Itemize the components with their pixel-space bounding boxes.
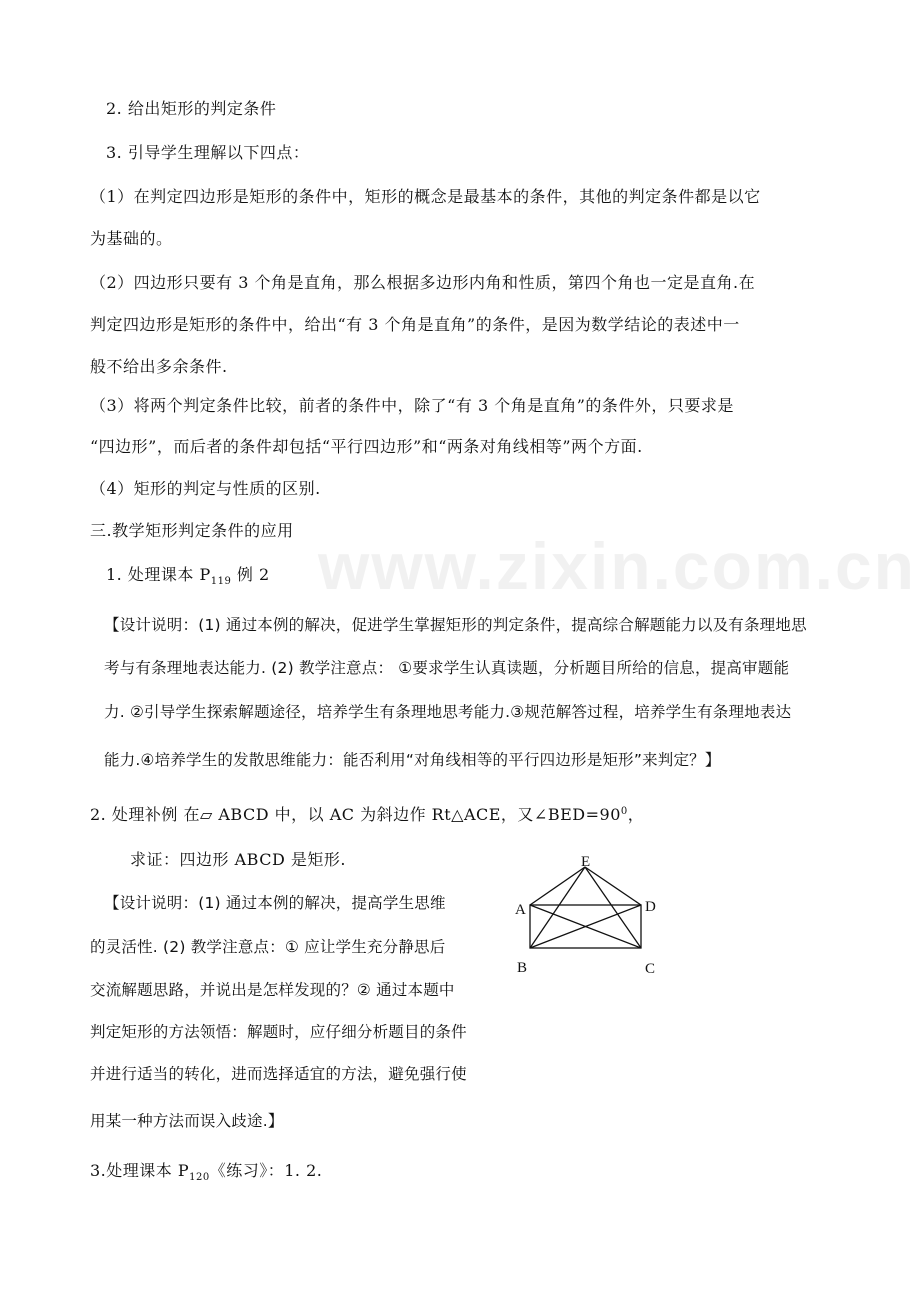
watermark: www.zixin.com.cn — [318, 529, 916, 603]
design-note-2-line-6: 用某一种方法而误入歧途.】 — [90, 1112, 284, 1130]
segment-ec — [585, 867, 641, 948]
supplementary-example-condition: ABCD 中，以 AC 为斜边作 Rt△ACE，又∠BED=90 — [212, 805, 621, 824]
design-note-1-line-2: 考与有条理地表达能力. (2) 教学注意点： ①要求学生认真读题，分析题目所给的信息，提高审题能 — [104, 659, 790, 677]
degree-superscript: 0 — [620, 806, 628, 817]
point-4: （4）矩形的判定与性质的区别. — [90, 479, 321, 498]
item-3-textbook-exercise — [90, 1161, 322, 1188]
proof-statement: 求证：四边形 ABCD 是矩形. — [130, 850, 346, 869]
page-number-subscript: 119 — [210, 576, 232, 587]
parallelogram-symbol: ▱ — [199, 805, 213, 824]
point-2-line-1: （2）四边形只要有 3 个角是直角，那么根据多边形内角和性质，第四个角也一定是直角.在 — [90, 273, 756, 292]
item-2-give-conditions: 2. 给出矩形的判定条件 — [106, 99, 277, 118]
point-label-e: E — [581, 854, 591, 870]
segment-ea — [530, 867, 585, 905]
item-3-exercise-label: 《练习》：1. 2. — [209, 1161, 323, 1180]
point-2-line-3: 般不给出多余条件. — [90, 357, 228, 376]
point-label-b: B — [517, 960, 528, 976]
design-note-2-line-4: 判定矩形的方法领悟：解题时，应仔细分析题目的条件 — [90, 1023, 467, 1041]
point-3-line-1: （3）将两个判定条件比较，前者的条件中，除了“有 3 个角是直角”的条件外，只要求是 — [90, 396, 734, 415]
point-1-line-2: 为基础的。 — [90, 229, 173, 248]
geometry-figure — [505, 850, 675, 980]
point-2-line-2: 判定四边形是矩形的条件中，给出“有 3 个角是直角”的条件，是因为数学结论的表述中一 — [90, 315, 740, 334]
item-1-textbook-example — [106, 565, 270, 592]
design-note-1-line-1: 【设计说明：(1) 通过本例的解决，促进学生掌握矩形的判定条件，提高综合解题能力以及有条理地思 — [104, 616, 807, 634]
section-3-heading: 三.教学矩形判定条件的应用 — [90, 521, 294, 540]
design-note-1-line-3: 力. ②引导学生探索解题途径，培养学生有条理地思考能力.③规范解答过程，培养学生有条理地表达 — [104, 703, 792, 721]
segment-ed — [585, 867, 641, 905]
point-label-d: D — [645, 899, 656, 915]
design-note-2-line-5: 并进行适当的转化，进而选择适宜的方法，避免强行使 — [90, 1065, 467, 1083]
item-1-example-label: 例 2 — [231, 565, 270, 584]
design-note-2-line-1: 【设计说明：(1) 通过本例的解决，提高学生思维 — [104, 894, 446, 912]
design-note-1-line-4: 能力.④培养学生的发散思维能力：能否利用“对角线相等的平行四边形是矩形”来判定？】 — [104, 751, 721, 769]
item-3-guide-four-points: 3. 引导学生理解以下四点： — [106, 143, 310, 162]
point-label-a: A — [515, 902, 526, 918]
supplementary-example-comma: ， — [627, 805, 645, 824]
point-label-c: C — [645, 961, 656, 977]
supplementary-example — [90, 802, 644, 825]
exercise-page-number: 120 — [189, 1172, 210, 1183]
point-1-line-1: （1）在判定四边形是矩形的条件中，矩形的概念是最基本的条件，其他的判定条件都是以它 — [90, 187, 761, 206]
design-note-2-line-2: 的灵活性. (2) 教学注意点：① 应让学生充分静思后 — [90, 938, 446, 956]
point-3-line-2: “四边形”，而后者的条件却包括“平行四边形”和“两条对角线相等”两个方面. — [90, 437, 643, 456]
design-note-2-line-3: 交流解题思路，并说出是怎样发现的？② 通过本题中 — [90, 981, 455, 999]
item-3-text: 3.处理课本 P — [90, 1161, 190, 1180]
item-1-text: 1. 处理课本 P — [106, 565, 211, 584]
supplementary-example-intro: 2. 处理补例 在 — [90, 805, 200, 824]
